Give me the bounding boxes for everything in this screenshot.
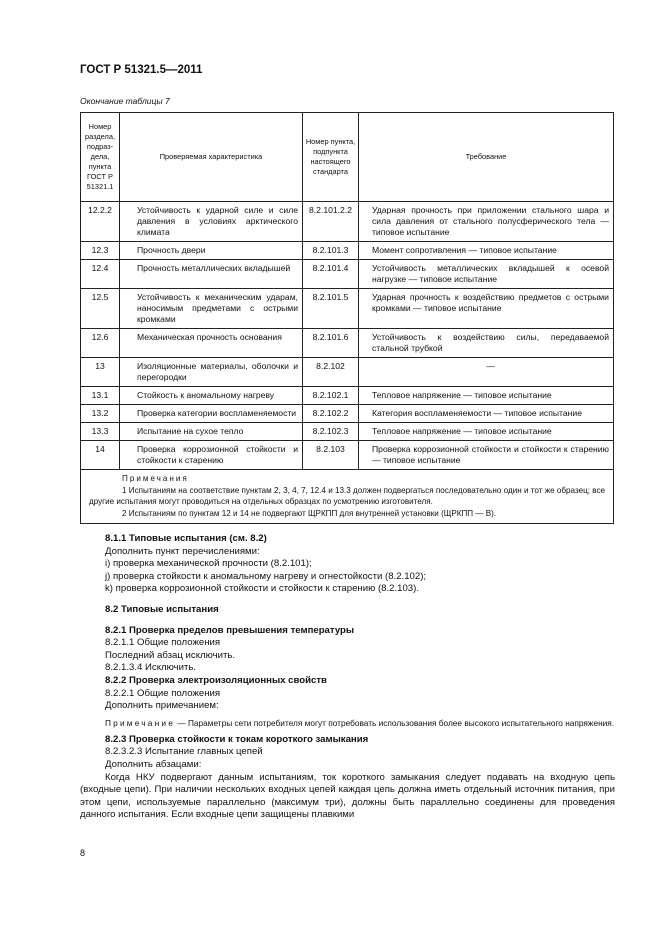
table-row: [81, 202, 614, 242]
notes-title: Примечания: [122, 474, 189, 483]
cell-characteristic: Испытание на сухое тепло: [120, 423, 303, 441]
paragraph: Дополнить пункт перечислениями:: [105, 545, 260, 557]
section-heading: 8.1.1 Типовые испытания (см. 8.2): [105, 533, 267, 544]
note-item: 2 Испытаниям по пунктам 12 и 14 не подвергают ЩРКПП для внутренней установки (ЩРКПП — В).: [122, 508, 497, 518]
note-item: 1 Испытаниям на соответствие пунктам 2, 3, 4, 7, 12.4 и 13.3 должен подвергаться последовательно один и тот же образец; все другие испытания могут проводиться на отдельных образцах по усмотрению изготовителя.: [89, 485, 605, 506]
cell-characteristic: Устойчивость к механическим ударам, наносимым предметами с острыми кромками: [120, 289, 303, 329]
section-heading: 8.2 Типовые испытания: [105, 603, 219, 615]
cell-requirement: Категория воспламеняемости — типовое испытание: [359, 405, 614, 423]
table-row: [81, 260, 614, 289]
cell-point: 8.2.101.2.2: [303, 202, 359, 242]
document-body: [80, 533, 615, 822]
table-notes: [81, 470, 614, 524]
cell-characteristic: Изоляционные материалы, оболочки и перегородки: [120, 358, 303, 387]
section-heading: 8.2.2 Проверка электроизоляционных свойств: [105, 674, 327, 686]
cell-characteristic: Стойкость к аномальному нагреву: [120, 387, 303, 405]
cell-section-number: 13.3: [81, 423, 120, 441]
cell-requirement: Момент сопротивления — типовое испытание: [359, 242, 614, 260]
requirements-table: [80, 112, 614, 524]
table-row: [81, 242, 614, 260]
note-label: Примечание: [105, 717, 176, 728]
cell-characteristic: Проверка категории воспламеняемости: [120, 405, 303, 423]
cell-section-number: 12.4: [81, 260, 120, 289]
table-notes-row: [81, 470, 614, 524]
column-header: Проверяемая характеристика: [120, 113, 303, 202]
subsection-heading: 8.2.3.2.3 Испытание главных цепей: [105, 746, 263, 758]
cell-requirement: Устойчивость металлических вкладышей к осевой нагрузке — типовое испытание: [359, 260, 614, 289]
cell-point: 8.2.102.1: [303, 387, 359, 405]
column-header: Номер пункта, подпункта настоящего стандарта: [303, 113, 359, 202]
table-row: [81, 358, 614, 387]
cell-point: 8.2.101.3: [303, 242, 359, 260]
section-heading: 8.2.1 Проверка пределов превышения температуры: [105, 624, 355, 636]
table-row: [81, 441, 614, 470]
note-text: — Параметры сети потребителя могут потребовать использования более высокого испытательного напряжения.: [175, 717, 615, 728]
column-header: Номер раздела, подраз-дела, пункта ГОСТ Р 51321.1: [81, 113, 120, 202]
table-row: [81, 423, 614, 441]
cell-point: 8.2.101.5: [303, 289, 359, 329]
cell-section-number: 13: [81, 358, 120, 387]
cell-requirement: Ударная прочность при приложении стального шара и сила давления от стального полусферического тела — типовое испытание: [359, 202, 614, 242]
table-row: [81, 387, 614, 405]
paragraph: Дополнить примечанием:: [105, 700, 219, 712]
table-caption: Окончание таблицы 7: [80, 96, 170, 106]
cell-requirement: Устойчивость к воздействию силы, передаваемой стальной трубкой: [359, 329, 614, 358]
subsection-heading: 8.2.1.1 Общие положения: [105, 637, 221, 649]
cell-characteristic: Прочность металлических вкладышей: [120, 260, 303, 289]
cell-section-number: 13.2: [81, 405, 120, 423]
table-row: [81, 405, 614, 423]
paragraph: 8.2.1.3.4 Исключить.: [105, 662, 197, 674]
document-header: ГОСТ Р 51321.5—2011: [80, 64, 203, 76]
cell-point: 8.2.102.2: [303, 405, 359, 423]
cell-section-number: 12.2.2: [81, 202, 120, 242]
paragraph: Дополнить абзацами:: [105, 758, 202, 770]
note-paragraph: [80, 717, 615, 730]
cell-section-number: 13.1: [81, 387, 120, 405]
paragraph: Когда НКУ подвергают данным испытаниям, ток короткого замыкания следует подавать на входную цепь (входные цепи). При наличии нескольких входных цепей каждая цепь должна иметь отдельный источник питания, при этом цепи, используемые параллельно (максимум три), должны быть параллельно соединены для проведения данного испытания. Если входные цепи защищены плавкими: [80, 771, 615, 821]
cell-characteristic: Прочность двери: [120, 242, 303, 260]
page-number: 8: [80, 848, 86, 858]
paragraph: Последний абзац исключить.: [105, 649, 236, 661]
cell-point: 8.2.102.3: [303, 423, 359, 441]
cell-requirement: Тепловое напряжение — типовое испытание: [359, 423, 614, 441]
cell-section-number: 14: [81, 441, 120, 470]
column-header: Требование: [359, 113, 614, 202]
cell-requirement: Тепловое напряжение — типовое испытание: [359, 387, 614, 405]
list-item: j) проверка стойкости к аномальному нагреву и огнестойкости (8.2.102);: [105, 570, 427, 582]
cell-section-number: 12.6: [81, 329, 120, 358]
cell-point: 8.2.101.4: [303, 260, 359, 289]
section-heading: 8.2.3 Проверка стойкости к токам короткого замыкания: [105, 733, 369, 745]
table-row: [81, 289, 614, 329]
cell-section-number: 12.3: [81, 242, 120, 260]
subsection-heading: 8.2.2.1 Общие положения: [105, 687, 221, 699]
table-header-row: [81, 113, 614, 202]
cell-characteristic: Механическая прочность основания: [120, 329, 303, 358]
cell-requirement: Проверка коррозионной стойкости и стойкости к старению — типовое испытание: [359, 441, 614, 470]
cell-point: 8.2.101.6: [303, 329, 359, 358]
list-item: i) проверка механической прочности (8.2.101);: [105, 558, 312, 570]
cell-point: 8.2.103: [303, 441, 359, 470]
cell-requirement: —: [359, 358, 614, 387]
cell-section-number: 12.5: [81, 289, 120, 329]
cell-characteristic: Проверка коррозионной стойкости и стойкости к старению: [120, 441, 303, 470]
list-item: k) проверка коррозионной стойкости и стойкости к старению (8.2.103).: [105, 583, 420, 595]
cell-requirement: Ударная прочность к воздействию предметов с острыми кромками — типовое испытание: [359, 289, 614, 329]
table-row: [81, 329, 614, 358]
cell-point: 8.2.102: [303, 358, 359, 387]
cell-characteristic: Устойчивость к ударной силе и силе давления в условиях арктического климата: [120, 202, 303, 242]
